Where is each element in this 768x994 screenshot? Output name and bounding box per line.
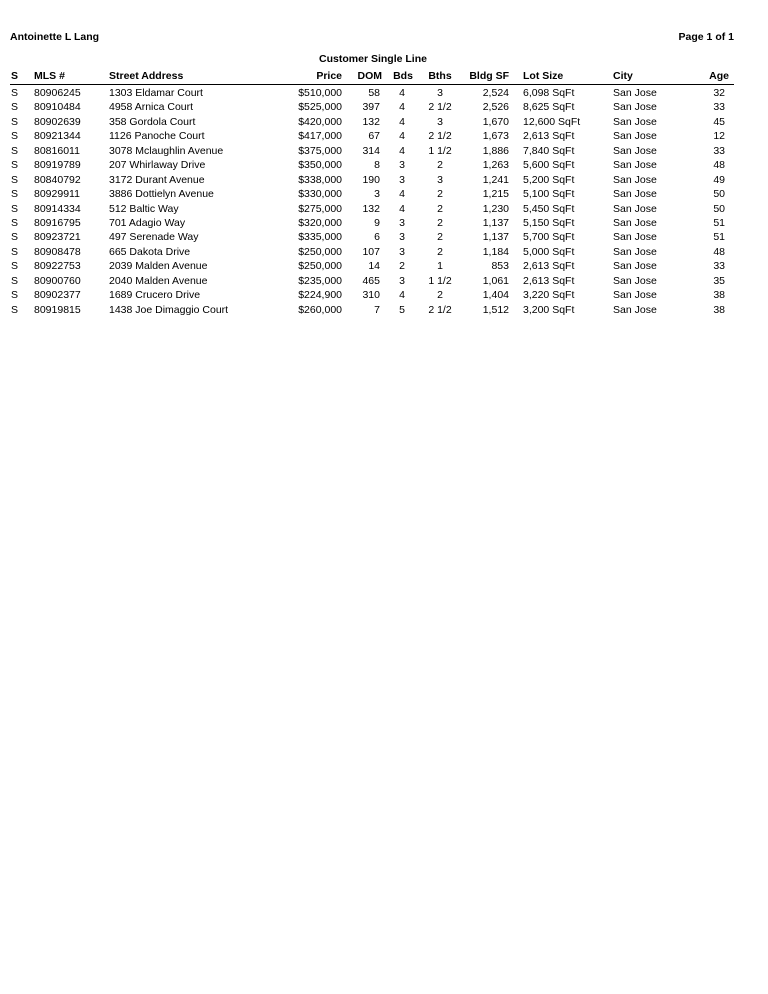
table-row: [0, 245, 768, 259]
cell-price: $525,000: [298, 101, 342, 114]
cell-lot-size: 2,613 SqFt: [523, 274, 575, 287]
cell-baths: 2: [437, 216, 443, 229]
cell-city: San Jose: [613, 274, 657, 287]
cell-status: S: [11, 202, 19, 215]
cell-price: $375,000: [298, 144, 342, 157]
cell-price: $250,000: [298, 260, 342, 273]
report-title: Customer Single Line: [319, 53, 427, 65]
cell-beds: 2: [399, 260, 405, 273]
cell-bldg-sf: 1,512: [482, 303, 509, 316]
cell-city: San Jose: [613, 159, 657, 172]
cell-lot-size: 3,200 SqFt: [523, 303, 575, 316]
cell-city: San Jose: [613, 173, 657, 186]
table-row: [0, 288, 768, 302]
cell-baths: 2: [437, 231, 443, 244]
cell-price: $235,000: [298, 274, 342, 287]
cell-address: 497 Serenade Way: [109, 231, 199, 244]
cell-bldg-sf: 1,184: [482, 245, 509, 258]
cell-address: 2040 Malden Avenue: [109, 274, 208, 287]
header-city: City: [613, 70, 633, 82]
cell-address: 512 Baltic Way: [109, 202, 179, 215]
cell-lot-size: 2,613 SqFt: [523, 130, 575, 143]
cell-beds: 3: [399, 216, 405, 229]
cell-lot-size: 5,200 SqFt: [523, 173, 575, 186]
cell-city: San Jose: [613, 289, 657, 302]
cell-beds: 4: [399, 115, 405, 128]
cell-price: $224,900: [298, 289, 342, 302]
cell-lot-size: 5,600 SqFt: [523, 159, 575, 172]
table-row: [0, 187, 768, 201]
cell-baths: 2 1/2: [428, 101, 452, 114]
cell-age: 48: [713, 245, 725, 258]
cell-mls: 80902639: [34, 115, 81, 128]
table-row: [0, 259, 768, 273]
cell-price: $320,000: [298, 216, 342, 229]
cell-mls: 80902377: [34, 289, 81, 302]
header-divider: [10, 84, 734, 85]
table-header: [0, 69, 768, 83]
cell-address: 3078 Mclaughlin Avenue: [109, 144, 224, 157]
header-dom: DOM: [357, 70, 382, 82]
cell-price: $510,000: [298, 87, 342, 99]
table-row: [0, 230, 768, 244]
cell-price: $420,000: [298, 115, 342, 128]
cell-status: S: [11, 101, 19, 114]
cell-city: San Jose: [613, 115, 657, 128]
cell-mls: 80919815: [34, 303, 81, 316]
cell-mls: 80840792: [34, 173, 81, 186]
cell-mls: 80919789: [34, 159, 81, 172]
cell-dom: 58: [368, 87, 380, 99]
cell-age: 38: [713, 303, 725, 316]
cell-bldg-sf: 1,670: [482, 115, 509, 128]
agent-name: Antoinette L Lang: [10, 31, 100, 43]
cell-bldg-sf: 2,524: [482, 87, 509, 99]
cell-status: S: [11, 87, 19, 99]
cell-status: S: [11, 289, 19, 302]
cell-dom: 67: [368, 130, 380, 143]
cell-baths: 2 1/2: [428, 303, 452, 316]
cell-lot-size: 5,150 SqFt: [523, 216, 575, 229]
cell-lot-size: 5,100 SqFt: [523, 188, 575, 201]
cell-mls: 80914334: [34, 202, 81, 215]
header-beds: Bds: [393, 70, 413, 82]
cell-price: $260,000: [298, 303, 342, 316]
cell-mls: 80816011: [34, 144, 80, 157]
cell-address: 2039 Malden Avenue: [109, 260, 208, 273]
cell-age: 45: [713, 115, 725, 128]
cell-address: 1303 Eldamar Court: [109, 87, 203, 99]
cell-price: $338,000: [298, 173, 342, 186]
cell-status: S: [11, 144, 19, 157]
cell-dom: 3: [374, 188, 380, 201]
cell-dom: 132: [362, 115, 380, 128]
cell-beds: 3: [399, 159, 405, 172]
cell-status: S: [11, 245, 19, 258]
cell-dom: 190: [362, 173, 380, 186]
cell-city: San Jose: [613, 101, 657, 114]
cell-status: S: [11, 303, 19, 316]
cell-baths: 2: [437, 245, 443, 258]
cell-age: 51: [713, 231, 725, 244]
cell-price: $350,000: [298, 159, 342, 172]
cell-dom: 9: [374, 216, 380, 229]
cell-mls: 80906245: [34, 87, 81, 99]
cell-city: San Jose: [613, 87, 657, 99]
cell-address: 358 Gordola Court: [109, 115, 196, 128]
cell-age: 33: [713, 101, 725, 114]
cell-bldg-sf: 1,263: [482, 159, 509, 172]
cell-age: 32: [713, 87, 725, 99]
cell-age: 33: [713, 260, 725, 273]
cell-bldg-sf: 1,404: [482, 289, 509, 302]
cell-bldg-sf: 1,137: [482, 231, 509, 244]
cell-age: 12: [713, 130, 725, 143]
cell-status: S: [11, 231, 19, 244]
table-row: [0, 144, 768, 158]
header-price: Price: [316, 70, 342, 82]
cell-lot-size: 7,840 SqFt: [523, 144, 575, 157]
cell-baths: 3: [437, 173, 443, 186]
cell-status: S: [11, 188, 19, 201]
cell-status: S: [11, 216, 19, 229]
cell-beds: 4: [399, 101, 405, 114]
cell-age: 49: [713, 173, 725, 186]
cell-baths: 2: [437, 188, 443, 201]
header-lot-size: Lot Size: [523, 70, 564, 82]
cell-address: 1438 Joe Dimaggio Court: [109, 303, 229, 316]
cell-age: 50: [713, 188, 725, 201]
cell-mls: 80908478: [34, 245, 81, 258]
cell-lot-size: 8,625 SqFt: [523, 101, 575, 114]
cell-city: San Jose: [613, 188, 657, 201]
cell-mls: 80910484: [34, 101, 81, 114]
cell-status: S: [11, 274, 19, 287]
cell-dom: 397: [362, 101, 380, 114]
cell-age: 38: [713, 289, 725, 302]
cell-beds: 4: [399, 87, 405, 99]
cell-bldg-sf: 1,886: [482, 144, 509, 157]
cell-beds: 4: [399, 289, 405, 302]
cell-baths: 1 1/2: [428, 274, 452, 287]
cell-status: S: [11, 260, 19, 273]
cell-age: 50: [713, 202, 725, 215]
cell-city: San Jose: [613, 216, 657, 229]
table-row: [0, 115, 768, 129]
cell-dom: 465: [362, 274, 380, 287]
cell-baths: 3: [437, 115, 443, 128]
cell-dom: 6: [374, 231, 380, 244]
table-row: [0, 274, 768, 288]
cell-beds: 3: [399, 245, 405, 258]
page-number: Page 1 of 1: [678, 31, 734, 43]
cell-status: S: [11, 159, 19, 172]
cell-address: 3886 Dottielyn Avenue: [109, 188, 214, 201]
cell-age: 33: [713, 144, 725, 157]
cell-bldg-sf: 1,137: [482, 216, 509, 229]
cell-price: $250,000: [298, 245, 342, 258]
cell-dom: 7: [374, 303, 380, 316]
cell-bldg-sf: 1,230: [482, 202, 509, 215]
cell-dom: 14: [368, 260, 380, 273]
cell-beds: 3: [399, 231, 405, 244]
cell-mls: 80929911: [34, 188, 80, 201]
cell-baths: 2: [437, 159, 443, 172]
cell-lot-size: 5,450 SqFt: [523, 202, 575, 215]
cell-baths: 1 1/2: [428, 144, 452, 157]
table-row: [0, 158, 768, 172]
cell-age: 35: [713, 274, 725, 287]
cell-lot-size: 6,098 SqFt: [523, 87, 575, 99]
cell-age: 48: [713, 159, 725, 172]
table-row: [0, 100, 768, 114]
cell-dom: 8: [374, 159, 380, 172]
cell-city: San Jose: [613, 260, 657, 273]
cell-address: 3172 Durant Avenue: [109, 173, 205, 186]
cell-address: 1126 Panoche Court: [109, 130, 205, 143]
cell-baths: 2 1/2: [428, 130, 452, 143]
cell-mls: 80923721: [34, 231, 81, 244]
cell-city: San Jose: [613, 202, 657, 215]
cell-mls: 80921344: [34, 130, 81, 143]
cell-baths: 1: [437, 260, 443, 273]
cell-city: San Jose: [613, 245, 657, 258]
cell-address: 207 Whirlaway Drive: [109, 159, 206, 172]
table-row: [0, 173, 768, 187]
cell-status: S: [11, 173, 19, 186]
cell-address: 665 Dakota Drive: [109, 245, 191, 258]
cell-price: $417,000: [298, 130, 342, 143]
header-mls: MLS #: [34, 70, 65, 82]
cell-city: San Jose: [613, 130, 657, 143]
table-row: [0, 202, 768, 216]
cell-bldg-sf: 2,526: [482, 101, 509, 114]
cell-address: 4958 Arnica Court: [109, 101, 194, 114]
cell-address: 1689 Crucero Drive: [109, 289, 201, 302]
table-row: [0, 216, 768, 230]
cell-bldg-sf: 1,215: [482, 188, 509, 201]
cell-price: $335,000: [298, 231, 342, 244]
cell-beds: 4: [399, 144, 405, 157]
cell-beds: 4: [399, 188, 405, 201]
header-status: S: [11, 70, 19, 82]
cell-beds: 3: [399, 274, 405, 287]
cell-dom: 107: [362, 245, 380, 258]
cell-status: S: [11, 130, 19, 143]
cell-mls: 80900760: [34, 274, 81, 287]
cell-beds: 3: [399, 173, 405, 186]
cell-address: 701 Adagio Way: [109, 216, 186, 229]
table-row: [0, 303, 768, 317]
cell-lot-size: 3,220 SqFt: [523, 289, 575, 302]
header-bldg-sf: Bldg SF: [469, 70, 509, 82]
cell-lot-size: 2,613 SqFt: [523, 260, 575, 273]
header-age: Age: [709, 70, 729, 82]
cell-beds: 4: [399, 130, 405, 143]
cell-mls: 80922753: [34, 260, 81, 273]
cell-bldg-sf: 1,061: [482, 274, 509, 287]
cell-city: San Jose: [613, 144, 657, 157]
cell-lot-size: 5,000 SqFt: [523, 245, 575, 258]
cell-price: $275,000: [298, 202, 342, 215]
cell-lot-size: 5,700 SqFt: [523, 231, 575, 244]
cell-status: S: [11, 115, 19, 128]
cell-baths: 3: [437, 87, 443, 99]
cell-age: 51: [713, 216, 725, 229]
cell-dom: 310: [362, 289, 380, 302]
cell-baths: 2: [437, 289, 443, 302]
cell-dom: 314: [362, 144, 380, 157]
header-address: Street Address: [109, 70, 184, 82]
cell-beds: 5: [399, 303, 405, 316]
listing-table: [0, 86, 768, 317]
cell-bldg-sf: 1,673: [482, 130, 509, 143]
cell-lot-size: 12,600 SqFt: [523, 115, 581, 128]
cell-dom: 132: [362, 202, 380, 215]
cell-bldg-sf: 1,241: [482, 173, 509, 186]
table-row: [0, 86, 768, 100]
table-row: [0, 129, 768, 143]
cell-bldg-sf: 853: [491, 260, 509, 273]
cell-baths: 2: [437, 202, 443, 215]
cell-price: $330,000: [298, 188, 342, 201]
header-baths: Bths: [428, 70, 452, 82]
cell-city: San Jose: [613, 303, 657, 316]
cell-mls: 80916795: [34, 216, 81, 229]
cell-city: San Jose: [613, 231, 657, 244]
cell-beds: 4: [399, 202, 405, 215]
